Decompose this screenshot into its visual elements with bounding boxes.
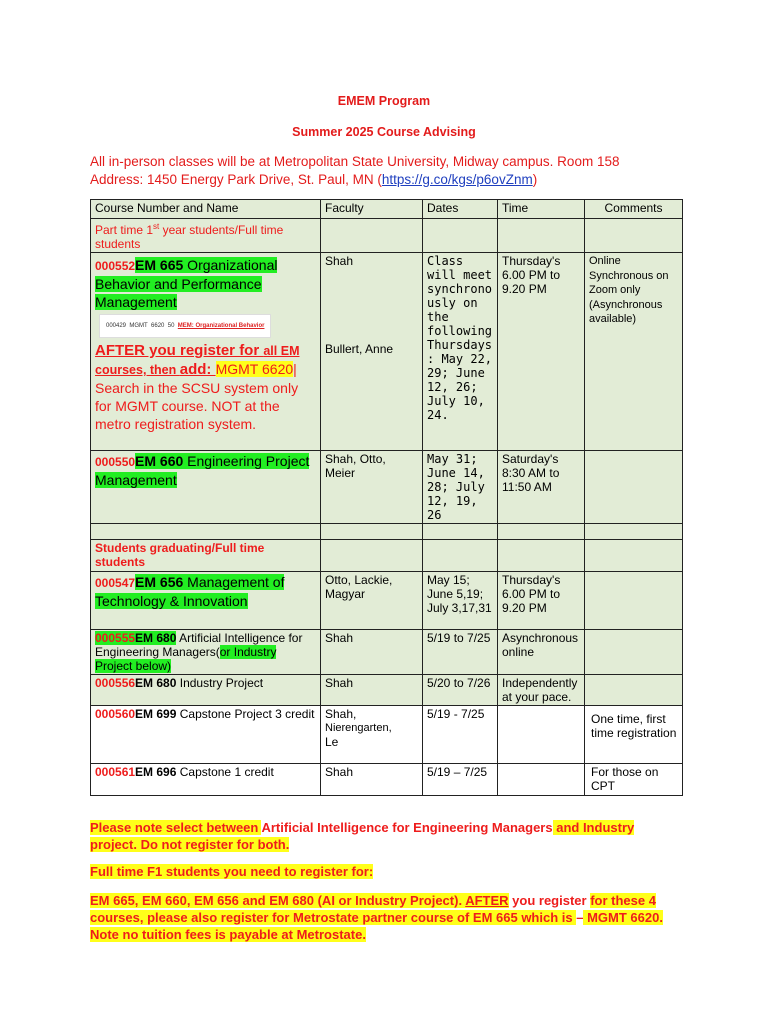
note-select-between: Please note select between Artificial Intelligence for Engineering Managers and Industry project. Do not register for both.: [90, 820, 635, 852]
address-line: [90, 172, 537, 187]
comments-em696: For those on CPT: [585, 764, 683, 796]
search-note: Search in the SCSU system only for MGMT course. NOT at the metro registration system.: [95, 380, 299, 432]
col-header-dates: Dates: [423, 200, 498, 219]
course-cell-em680-ai: 000555EM 680 Artificial Intelligence for Engineering Managers(or Industry Project below): [91, 630, 321, 675]
crn-em660: 000550: [95, 455, 136, 469]
faculty-em696: Shah: [321, 764, 423, 796]
dates-em680-project: 5/20 to 7/26: [423, 675, 498, 706]
comments-em665: Online Synchronous on Zoom only (Asynchronous available): [585, 253, 683, 451]
time-em665: Thursday's 6.00 PM to 9.20 PM: [498, 253, 585, 451]
time-em680-ai: Asynchronous online: [498, 630, 585, 675]
code-em680-project: EM 680: [135, 676, 177, 690]
address-link[interactable]: https://g.co/kgs/p6ovZnm: [381, 172, 533, 187]
faculty-em656: Otto, Lackie, Magyar: [321, 572, 423, 630]
section-label-graduating: Students graduating/Full time students: [91, 540, 321, 572]
code-em665: EM 665: [135, 257, 184, 273]
dates-em696: 5/19 – 7/25: [423, 764, 498, 796]
faculty-em699: Shah, Nierengarten, Le: [321, 706, 423, 764]
crn-em656: 000547: [95, 576, 136, 590]
note-register-courses: EM 665, EM 660, EM 656 and EM 680 (AI or Industry Project). AFTER you register for these 4 courses, please also register for Metrostate partner course of EM 665 which is – MGMT 6620. Note no tuition fees is payable at Metrostate.: [90, 893, 663, 942]
code-em680-ai: EM 680: [135, 631, 177, 645]
table-row-em656: [91, 572, 683, 630]
code-em660: EM 660: [135, 453, 184, 469]
code-em696: EM 696: [135, 765, 177, 779]
table-row-em680-project: [91, 675, 683, 706]
note-f1-students: Full time F1 students you need to register for:: [90, 864, 374, 879]
address-prefix: Address: 1450 Energy Park Drive, St. Paul, MN (: [90, 172, 382, 187]
crn-em696: 000561: [95, 765, 136, 779]
address-suffix: ): [532, 172, 538, 187]
crn-em680-project: 000556: [95, 676, 136, 690]
name-em665: Organizational Behavior and Performance Management: [95, 257, 278, 310]
faculty-em665: Shah Bullert, Anne: [321, 253, 423, 451]
course-cell-em660: [91, 451, 321, 524]
col-header-time: Time: [498, 200, 585, 219]
faculty-em680-ai: Shah: [321, 630, 423, 675]
crn-em699: 000560: [95, 707, 136, 721]
time-em660: Saturday's 8:30 AM to 11:50 AM: [498, 451, 585, 524]
name-em656: Management of Technology & Innovation: [95, 574, 285, 609]
time-em656: Thursday's 6.00 PM to 9.20 PM: [498, 572, 585, 630]
table-row-em699: [91, 706, 683, 764]
code-em656: EM 656: [135, 574, 184, 590]
table-row-em665: [91, 253, 683, 451]
table-row-spacer: [91, 524, 683, 540]
faculty-em680-project: Shah: [321, 675, 423, 706]
name-em660: Engineering Project Management: [95, 453, 310, 488]
section-row-part-time: [91, 219, 683, 253]
dates-em660: May 31; June 14, 28; July 12, 19, 26: [423, 451, 498, 524]
after-register-note: AFTER you register for all EM courses, then add: MGMT 6620|: [95, 342, 300, 378]
section-row-graduating: [91, 540, 683, 572]
dates-em665: Class will meet synchrono usly on the following Thursdays : May 22, 29; June 12, 26; July 10, 24.: [423, 253, 498, 451]
col-header-faculty: Faculty: [321, 200, 423, 219]
col-header-comments: Comments: [585, 200, 683, 219]
faculty-em660: Shah, Otto, Meier: [321, 451, 423, 524]
dates-em656: May 15; June 5,19; July 3,17,31: [423, 572, 498, 630]
table-row-em680-ai: [91, 630, 683, 675]
course-cell-em696: 000561EM 696 Capstone 1 credit: [91, 764, 321, 796]
section-label-part-time: Part time 1st year students/Full time students: [91, 219, 321, 253]
table-row-em696: [91, 764, 683, 796]
time-em680-project: Independently at your pace.: [498, 675, 585, 706]
dates-em699: 5/19 - 7/25: [423, 706, 498, 764]
location-line: All in-person classes will be at Metropolitan State University, Midway campus. Room 158: [90, 154, 620, 169]
col-header-course: Course Number and Name: [91, 200, 321, 219]
comments-em699: One time, first time registration: [585, 706, 683, 764]
registration-snippet: 000429 MGMT 6620 50 MEM: Organizational Behavior: [99, 314, 271, 338]
course-table: [90, 199, 683, 796]
program-title: EMEM Program: [337, 94, 431, 108]
course-cell-em665: [91, 253, 321, 451]
course-cell-em680-project: 000556EM 680 Industry Project: [91, 675, 321, 706]
crn-em665: 000552: [95, 259, 136, 273]
semester-title: Summer 2025 Course Advising: [292, 125, 476, 139]
code-em699: EM 699: [135, 707, 177, 721]
table-header-row: [91, 200, 683, 219]
dates-em680-ai: 5/19 to 7/25: [423, 630, 498, 675]
crn-em680-ai: 000555: [95, 631, 136, 645]
table-row-em660: [91, 451, 683, 524]
course-cell-em656: [91, 572, 321, 630]
course-cell-em699: 000560EM 699 Capstone Project 3 credit: [91, 706, 321, 764]
